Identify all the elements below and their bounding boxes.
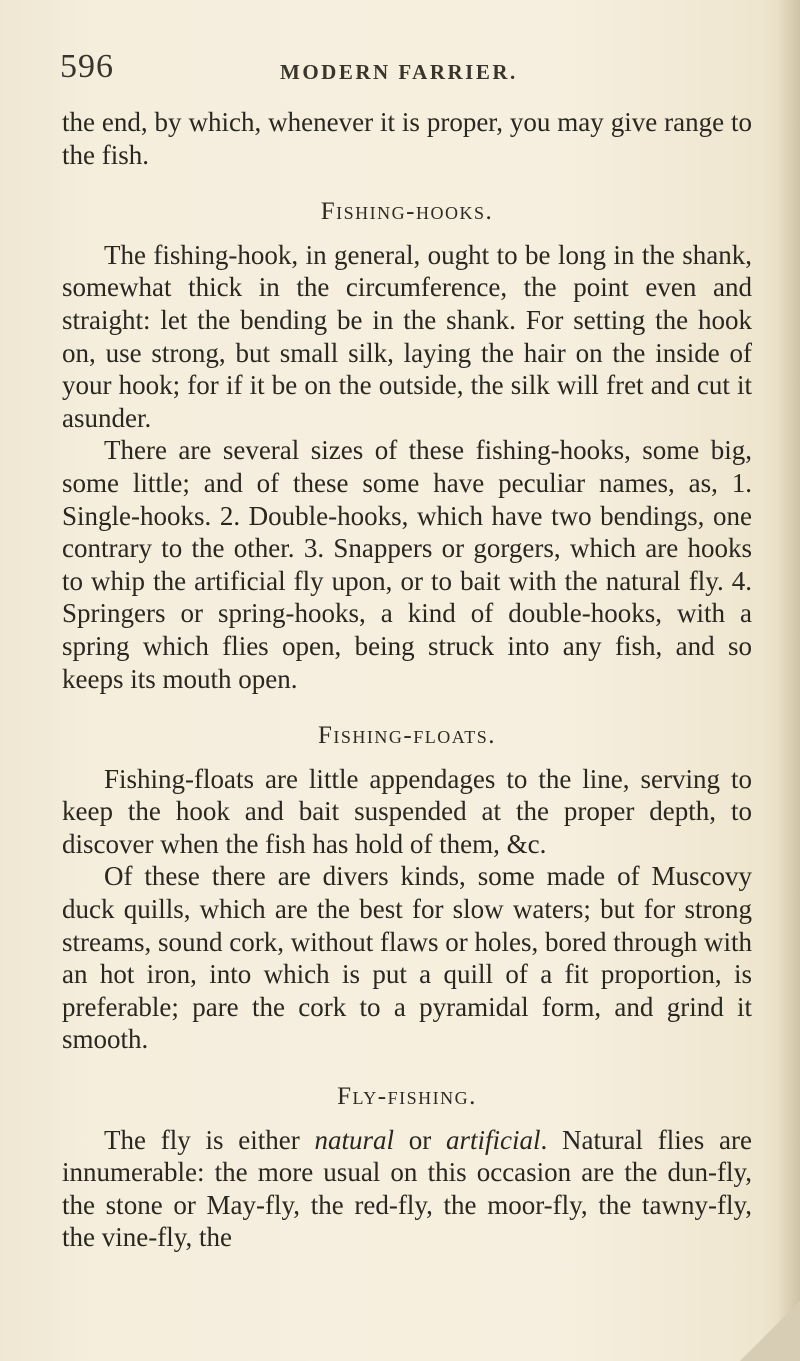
fly-text-start: The fly is either [104, 1124, 315, 1155]
section-heading-fishing-floats: Fishing-floats. [318, 722, 496, 750]
paragraph-hooks-general: The fishing-hook, in general, ought to be long in the shank, somewhat thick in the circumference, the point even and straight: let the bending be in the shank. For setting the hook on, use strong, but small silk, laying the hair on the inside of your hook; for if it be on the outside, the silk will fret and cut it asunder. [62, 239, 752, 433]
section-heading-fishing-hooks: Fishing-hooks. [320, 198, 494, 226]
page-number: 596 [60, 48, 114, 85]
page-corner-fold [740, 1301, 800, 1361]
page-edge-shadow [778, 0, 800, 1361]
fly-artificial-italic: artificial [446, 1124, 541, 1155]
fly-text-or: or [394, 1124, 447, 1155]
body-text [62, 106, 752, 1254]
fly-text-rest: . Natural flies are innumerable: the more usual on this occasion are the dun-fly, the stone or May-fly, the red-fly, the moor-fly, the tawny-fly, the vine-fly, the [62, 1124, 752, 1253]
paragraph-fly-fishing [62, 1124, 752, 1254]
paragraph-floats-kinds: Of these there are divers kinds, some made of Muscovy duck quills, which are the best for slow waters; but for strong streams, sound cork, without flaws or holes, bored through with an hot iron, into which is put a quill of a fit proportion, is preferable; pare the cork to a pyramidal form, and grind it smooth. [62, 861, 752, 1055]
running-head: MODERN FARRIER. [280, 60, 518, 84]
page-header [0, 48, 800, 88]
paragraph-floats-definition: Fishing-floats are little appendages to the line, serving to keep the hook and bait suspended at the proper depth, to discover when the fish has hold of them, &c. [62, 763, 752, 859]
paragraph-continuation: the end, by which, whenever it is proper, you may give range to the fish. [62, 107, 752, 170]
section-heading-fly-fishing: Fly-fishing. [337, 1083, 477, 1111]
paragraph-hooks-sizes: There are several sizes of these fishing-hooks, some big, some little; and of these some have peculiar names, as, 1. Single-hooks. 2. Double-hooks, which have two bendings, one contrary to the other. 3. Snappers or gorgers, which are hooks to whip the artificial fly upon, or to bait with the natural fly. 4. Springers or spring-hooks, a kind of double-hooks, with a spring which flies open, being struck into any fish, and so keeps its mouth open. [62, 435, 752, 694]
fly-natural-italic: natural [314, 1124, 395, 1155]
